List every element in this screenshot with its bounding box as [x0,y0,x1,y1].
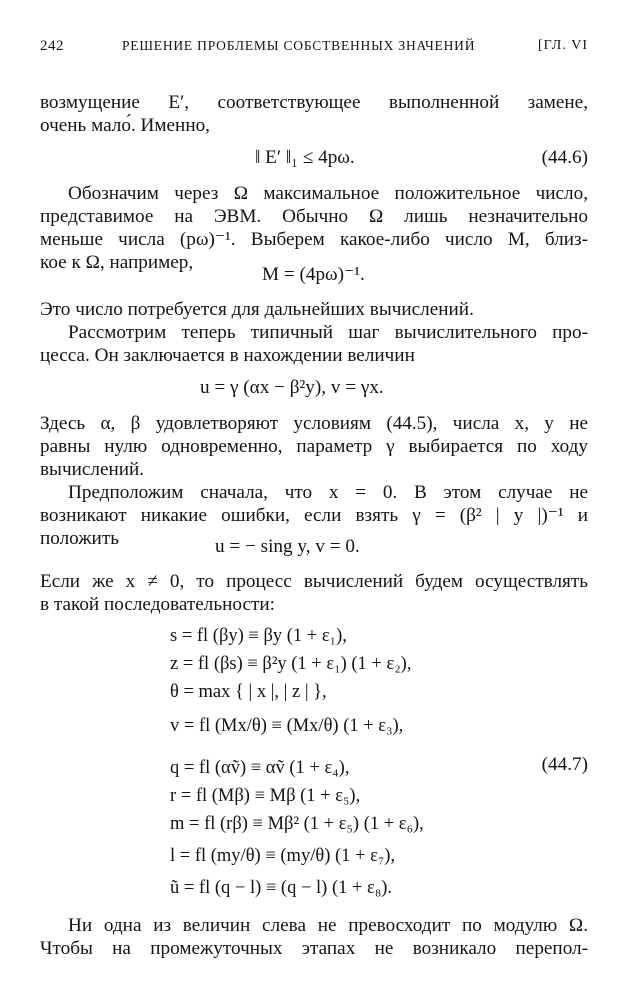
text-line: Чтобы на промежуточных этапах не возникало перепол- [40,938,588,959]
text-line: Это число потребуется для дальнейших вычислений. [40,299,474,320]
text-line: положить [40,528,119,549]
system-line: z = fl (βs) ≡ β²y (1 + ε₁) (1 + ε₂), [170,654,412,674]
text-line: кое к Ω, например, [40,252,194,273]
system-line: r = fl (Mβ) ≡ Mβ (1 + ε₅), [170,786,361,806]
text-line: представимое на ЭВМ. Обычно Ω лишь незначительно [40,206,588,227]
equation-sing: u = − sing y, v = 0. [215,536,360,557]
chapter-label: [ГЛ. VI [538,38,588,53]
page-number: 242 [40,38,64,54]
system-line: m = fl (rβ) ≡ Mβ² (1 + ε₅) (1 + ε₆), [170,814,424,834]
system-line: s = fl (βy) ≡ βy (1 + ε₁), [170,626,347,646]
running-title: РЕШЕНИЕ ПРОБЛЕМЫ СОБСТВЕННЫХ ЗНАЧЕНИЙ [122,38,476,53]
text-line: возникают никакие ошибки, если взять γ = (β² | y |)⁻¹ и [40,505,588,526]
equation-44-6: ‖ E′ ‖₁ ≤ 4pω. [255,147,355,168]
text-line: Обозначим через Ω максимальное положительное число, [68,183,588,204]
text-line: вычислений. [40,459,145,480]
text-line: в такой последовательности: [40,594,275,615]
system-line: ũ = fl (q − l) ≡ (q − l) (1 + ε₈). [170,878,393,898]
equation-uv: u = γ (αx − β²y), v = γx. [200,377,384,398]
running-header [40,38,588,60]
equation-number: (44.6) [541,147,588,168]
equation-M: M = (4pω)⁻¹. [262,264,365,285]
text-line: Здесь α, β удовлетворяют условиям (44.5), числа x, y не [40,413,588,434]
text-line: равны нулю одновременно, параметр γ выбирается по ходу [40,436,588,457]
text-line: меньше числа (pω)⁻¹. Выберем какое-либо число M, близ- [40,229,588,250]
text-line: Предположим сначала, что x = 0. В этом случае не [68,482,588,503]
system-line: θ = max { | x |, | z | }, [170,682,327,702]
system-line: q = fl (αṽ) ≡ αṽ (1 + ε₄), [170,758,350,778]
text-line: очень мало́. Именно, [40,115,210,136]
text-line: Ни одна из величин слева не превосходит по модулю Ω. [68,915,588,936]
system-line: v = fl (Mx/θ) ≡ (Mx/θ) (1 + ε₃), [170,716,404,736]
equation-number: (44.7) [541,754,588,775]
system-line: l = fl (my/θ) ≡ (my/θ) (1 + ε₇), [170,846,396,866]
text-line: цесса. Он заключается в нахождении величин [40,345,415,366]
text-line: Рассмотрим теперь типичный шаг вычислительного про- [68,322,588,343]
text-line: возмущение E′, соответствующее выполненной замене, [40,92,588,113]
text-line: Если же x ≠ 0, то процесс вычислений будем осуществлять [40,571,588,592]
